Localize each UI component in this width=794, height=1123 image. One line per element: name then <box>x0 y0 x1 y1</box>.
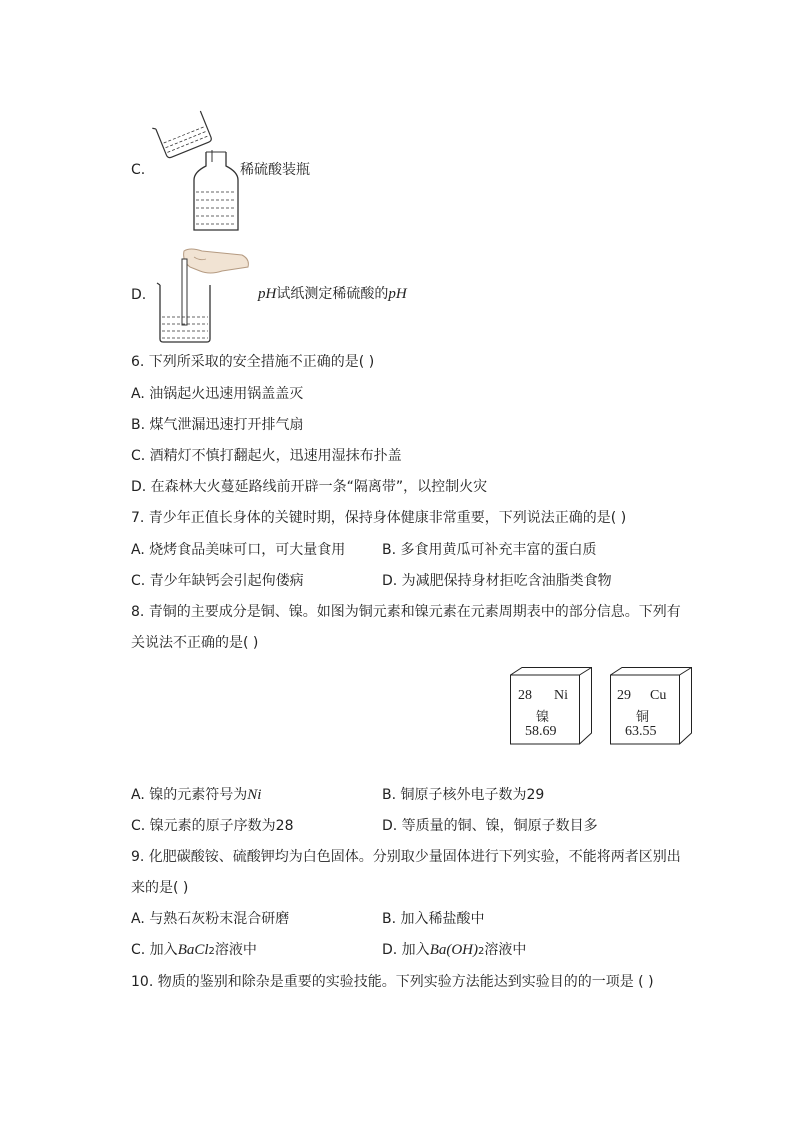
cu-symbol: Cu <box>650 688 667 703</box>
question-9-stem-line-2: 来的是( ) <box>131 880 189 896</box>
option-d-caption-text: 试纸测定稀硫酸的 <box>276 286 389 302</box>
question-7-option-b: B. 多食用黄瓜可补充丰富的蛋白质 <box>382 542 597 558</box>
question-9-option-d <box>382 941 526 961</box>
option-d-letter: D. <box>131 287 147 303</box>
pouring-beaker-bottle-illustration <box>150 100 250 235</box>
ph-symbol: pH <box>388 286 407 302</box>
bacl2-formula: BaCl <box>177 942 209 958</box>
question-8-stem-line-2: 关说法不正确的是( ) <box>131 635 259 651</box>
option-c-caption: 稀硫酸装瓶 <box>240 162 310 178</box>
question-8-option-c: C. 镍元素的原子序数为28 <box>131 818 294 834</box>
question-9-stem-line-1: 9. 化肥碳酸铵、硫酸钾均为白色固体。分别取少量固体进行下列实验，不能将两者区别出 <box>131 849 681 865</box>
question-9-option-c-suffix: 溶液中 <box>214 942 257 958</box>
option-c-letter: C. <box>131 162 146 178</box>
baoh2-subscript: 2 <box>478 946 485 957</box>
question-9-option-d-suffix: 溶液中 <box>484 942 527 958</box>
question-7-option-a: A. 烧烤食品美味可口，可大量食用 <box>131 542 346 558</box>
question-8-option-a <box>131 786 261 804</box>
ni-atomic-number: 28 <box>518 688 532 703</box>
question-7-stem: 7. 青少年正值长身体的关键时期，保持身体健康非常重要，下列说法正确的是( ) <box>131 510 627 526</box>
question-6-option-a: A. 油锅起火迅速用锅盖盖灭 <box>131 386 304 402</box>
bacl2-subscript: 2 <box>208 946 215 957</box>
ni-symbol-italic: Ni <box>247 787 262 803</box>
question-9-option-b: B. 加入稀盐酸中 <box>382 911 485 927</box>
question-7-option-d: D. 为减肥保持身材拒吃含油脂类食物 <box>382 573 612 589</box>
ph-test-illustration <box>150 245 260 345</box>
ni-name: 镍 <box>536 710 550 725</box>
ph-symbol: pH <box>258 286 277 302</box>
question-9-option-c <box>131 941 257 961</box>
option-d-caption <box>258 285 407 303</box>
question-7-option-c: C. 青少年缺钙会引起佝偻病 <box>131 573 304 589</box>
cu-name: 铜 <box>636 710 650 725</box>
question-6-option-c: C. 酒精灯不慎打翻起火，迅速用湿抹布扑盖 <box>131 448 402 464</box>
question-6-option-b: B. 煤气泄漏迅速打开排气扇 <box>131 417 304 433</box>
question-8-option-d: D. 等质量的铜、镍，铜原子数目多 <box>382 818 598 834</box>
question-9-option-a: A. 与熟石灰粉末混合研磨 <box>131 911 290 927</box>
question-9-option-d-prefix: D. 加入 <box>382 942 430 958</box>
question-9-option-c-prefix: C. 加入 <box>131 942 178 958</box>
question-6-option-d: D. 在森林大火蔓延路线前开辟一条“隔离带”，以控制火灾 <box>131 479 488 495</box>
question-8-stem-line-1: 8. 青铜的主要成分是铜、镍。如图为铜元素和镍元素在元素周期表中的部分信息。下列有 <box>131 604 681 620</box>
cu-atomic-number: 29 <box>617 688 631 703</box>
question-8-option-a-text: A. 镍的元素符号为 <box>131 787 248 803</box>
question-6-stem: 6. 下列所采取的安全措施不正确的是( ) <box>131 354 375 370</box>
cu-atomic-mass: 63.55 <box>625 724 657 739</box>
ni-atomic-mass: 58.69 <box>525 724 557 739</box>
baoh2-formula: Ba(OH) <box>429 942 479 958</box>
question-10-stem: 10. 物质的鉴别和除杂是重要的实验技能。下列实验方法能达到实验目的的一项是 ( ) <box>131 974 654 990</box>
ni-symbol: Ni <box>554 688 568 703</box>
question-8-option-b: B. 铜原子核外电子数为29 <box>382 787 545 803</box>
